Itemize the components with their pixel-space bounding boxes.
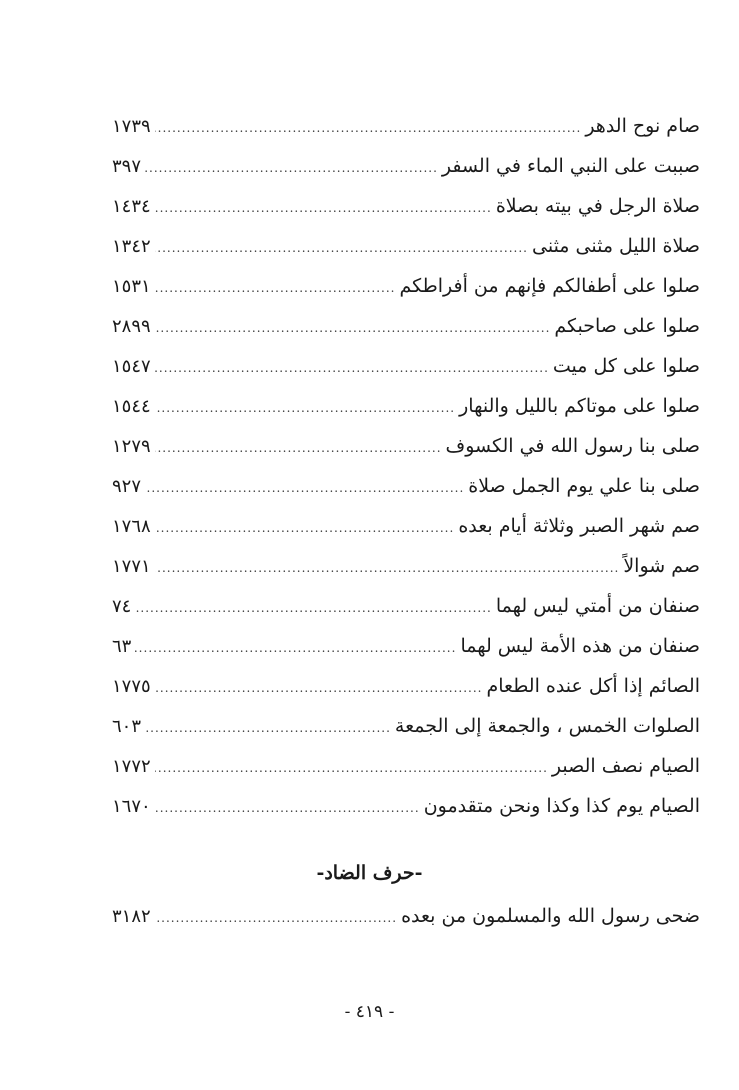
index-entry [112, 146, 700, 186]
entry-title: صلوا على أطفالكم فإنهم من أفراطكم [399, 275, 700, 297]
index-entry [112, 546, 700, 586]
index-entry [112, 506, 700, 546]
dot-leader [155, 788, 420, 828]
section-heading-dad: -حرف الضاد- [316, 862, 423, 884]
dot-leader [155, 308, 551, 348]
entry-number: ١٢٧٩ [112, 436, 151, 457]
entry-number: ٦٣ [112, 636, 132, 657]
entry-number: ١٧٧١ [112, 556, 151, 577]
entry-title: صم شوالاً [623, 555, 700, 577]
index-entry [112, 896, 700, 936]
entry-number: ١٧٣٩ [112, 116, 151, 137]
index-entry [112, 786, 700, 826]
dot-leader [155, 428, 442, 468]
index-entry [112, 306, 700, 346]
entry-title: صم شهر الصبر وثلاثة أيام بعده [458, 515, 700, 537]
index-entry [112, 466, 700, 506]
entry-number: ١٧٧٢ [112, 756, 151, 777]
dot-leader [155, 508, 455, 548]
entry-title: صلوا على كل ميت [552, 355, 700, 377]
index-entry [112, 626, 700, 666]
entry-title: صنفان من أمتي ليس لهما [495, 595, 700, 617]
entry-number: ٧٤ [112, 596, 132, 617]
entry-number: ٢٨٩٩ [112, 316, 151, 337]
dot-leader [145, 708, 391, 748]
dot-leader [155, 108, 582, 148]
entry-title: صام نوح الدهر [585, 115, 700, 137]
entry-title: الصلوات الخمس ، والجمعة إلى الجمعة [394, 715, 700, 737]
entry-title: الصيام نصف الصبر [551, 755, 700, 777]
dot-leader [145, 148, 438, 188]
index-entry [112, 586, 700, 626]
dot-leader [155, 348, 549, 388]
entry-number: ١٣٤٢ [112, 236, 151, 257]
index-entry [112, 426, 700, 466]
dot-leader [155, 668, 483, 708]
index-entry [112, 666, 700, 706]
index-entry [112, 186, 700, 226]
entry-title: صلى بنا علي يوم الجمل صلاة [468, 475, 700, 497]
entry-title: صلى بنا رسول الله في الكسوف [445, 435, 700, 457]
index-entry [112, 746, 700, 786]
index-entries-sad [112, 106, 700, 826]
entry-number: ١٥٤٧ [112, 356, 151, 377]
dot-leader [155, 188, 492, 228]
entry-number: ٣١٨٢ [112, 906, 151, 927]
index-entry [112, 706, 700, 746]
index-entry [112, 106, 700, 146]
entry-number: ٩٢٧ [112, 476, 142, 497]
entry-number: ١٦٧٠ [112, 796, 151, 817]
index-entry [112, 266, 700, 306]
entry-title: الصيام يوم كذا وكذا ونحن متقدمون [423, 795, 700, 817]
index-entry [112, 226, 700, 266]
entry-title: صلوا على صاحبكم [554, 315, 700, 337]
entry-number: ١٧٦٨ [112, 516, 151, 537]
entry-title: ضحى رسول الله والمسلمون من بعده [401, 905, 700, 927]
dot-leader [155, 548, 620, 588]
index-entries-dad [112, 896, 700, 936]
entry-title: صببت على النبي الماء في السفر [441, 155, 700, 177]
entry-number: ١٥٤٤ [112, 396, 151, 417]
entry-title: الصائم إذا أكل عنده الطعام [486, 675, 700, 697]
entry-title: صلوا على موتاكم بالليل والنهار [459, 395, 700, 417]
page-number: - ٤١٩ - [344, 1002, 395, 1022]
dot-leader [155, 748, 548, 788]
dot-leader [155, 268, 396, 308]
entry-title: صنفان من هذه الأمة ليس لهما [460, 635, 700, 657]
index-entry [112, 346, 700, 386]
dot-leader [145, 468, 464, 508]
entry-number: ١٤٣٤ [112, 196, 151, 217]
entry-title: صلاة الرجل في بيته بصلاة [495, 195, 700, 217]
dot-leader [135, 588, 492, 628]
dot-leader [155, 388, 455, 428]
entry-number: ١٧٧٥ [112, 676, 151, 697]
index-entry [112, 386, 700, 426]
dot-leader [135, 628, 456, 668]
dot-leader [155, 228, 528, 268]
entry-number: ١٥٣١ [112, 276, 151, 297]
entry-number: ٦٠٣ [112, 716, 142, 737]
entry-title: صلاة الليل مثنى مثنى [532, 235, 700, 257]
dot-leader [155, 898, 397, 938]
entry-number: ٣٩٧ [112, 156, 142, 177]
